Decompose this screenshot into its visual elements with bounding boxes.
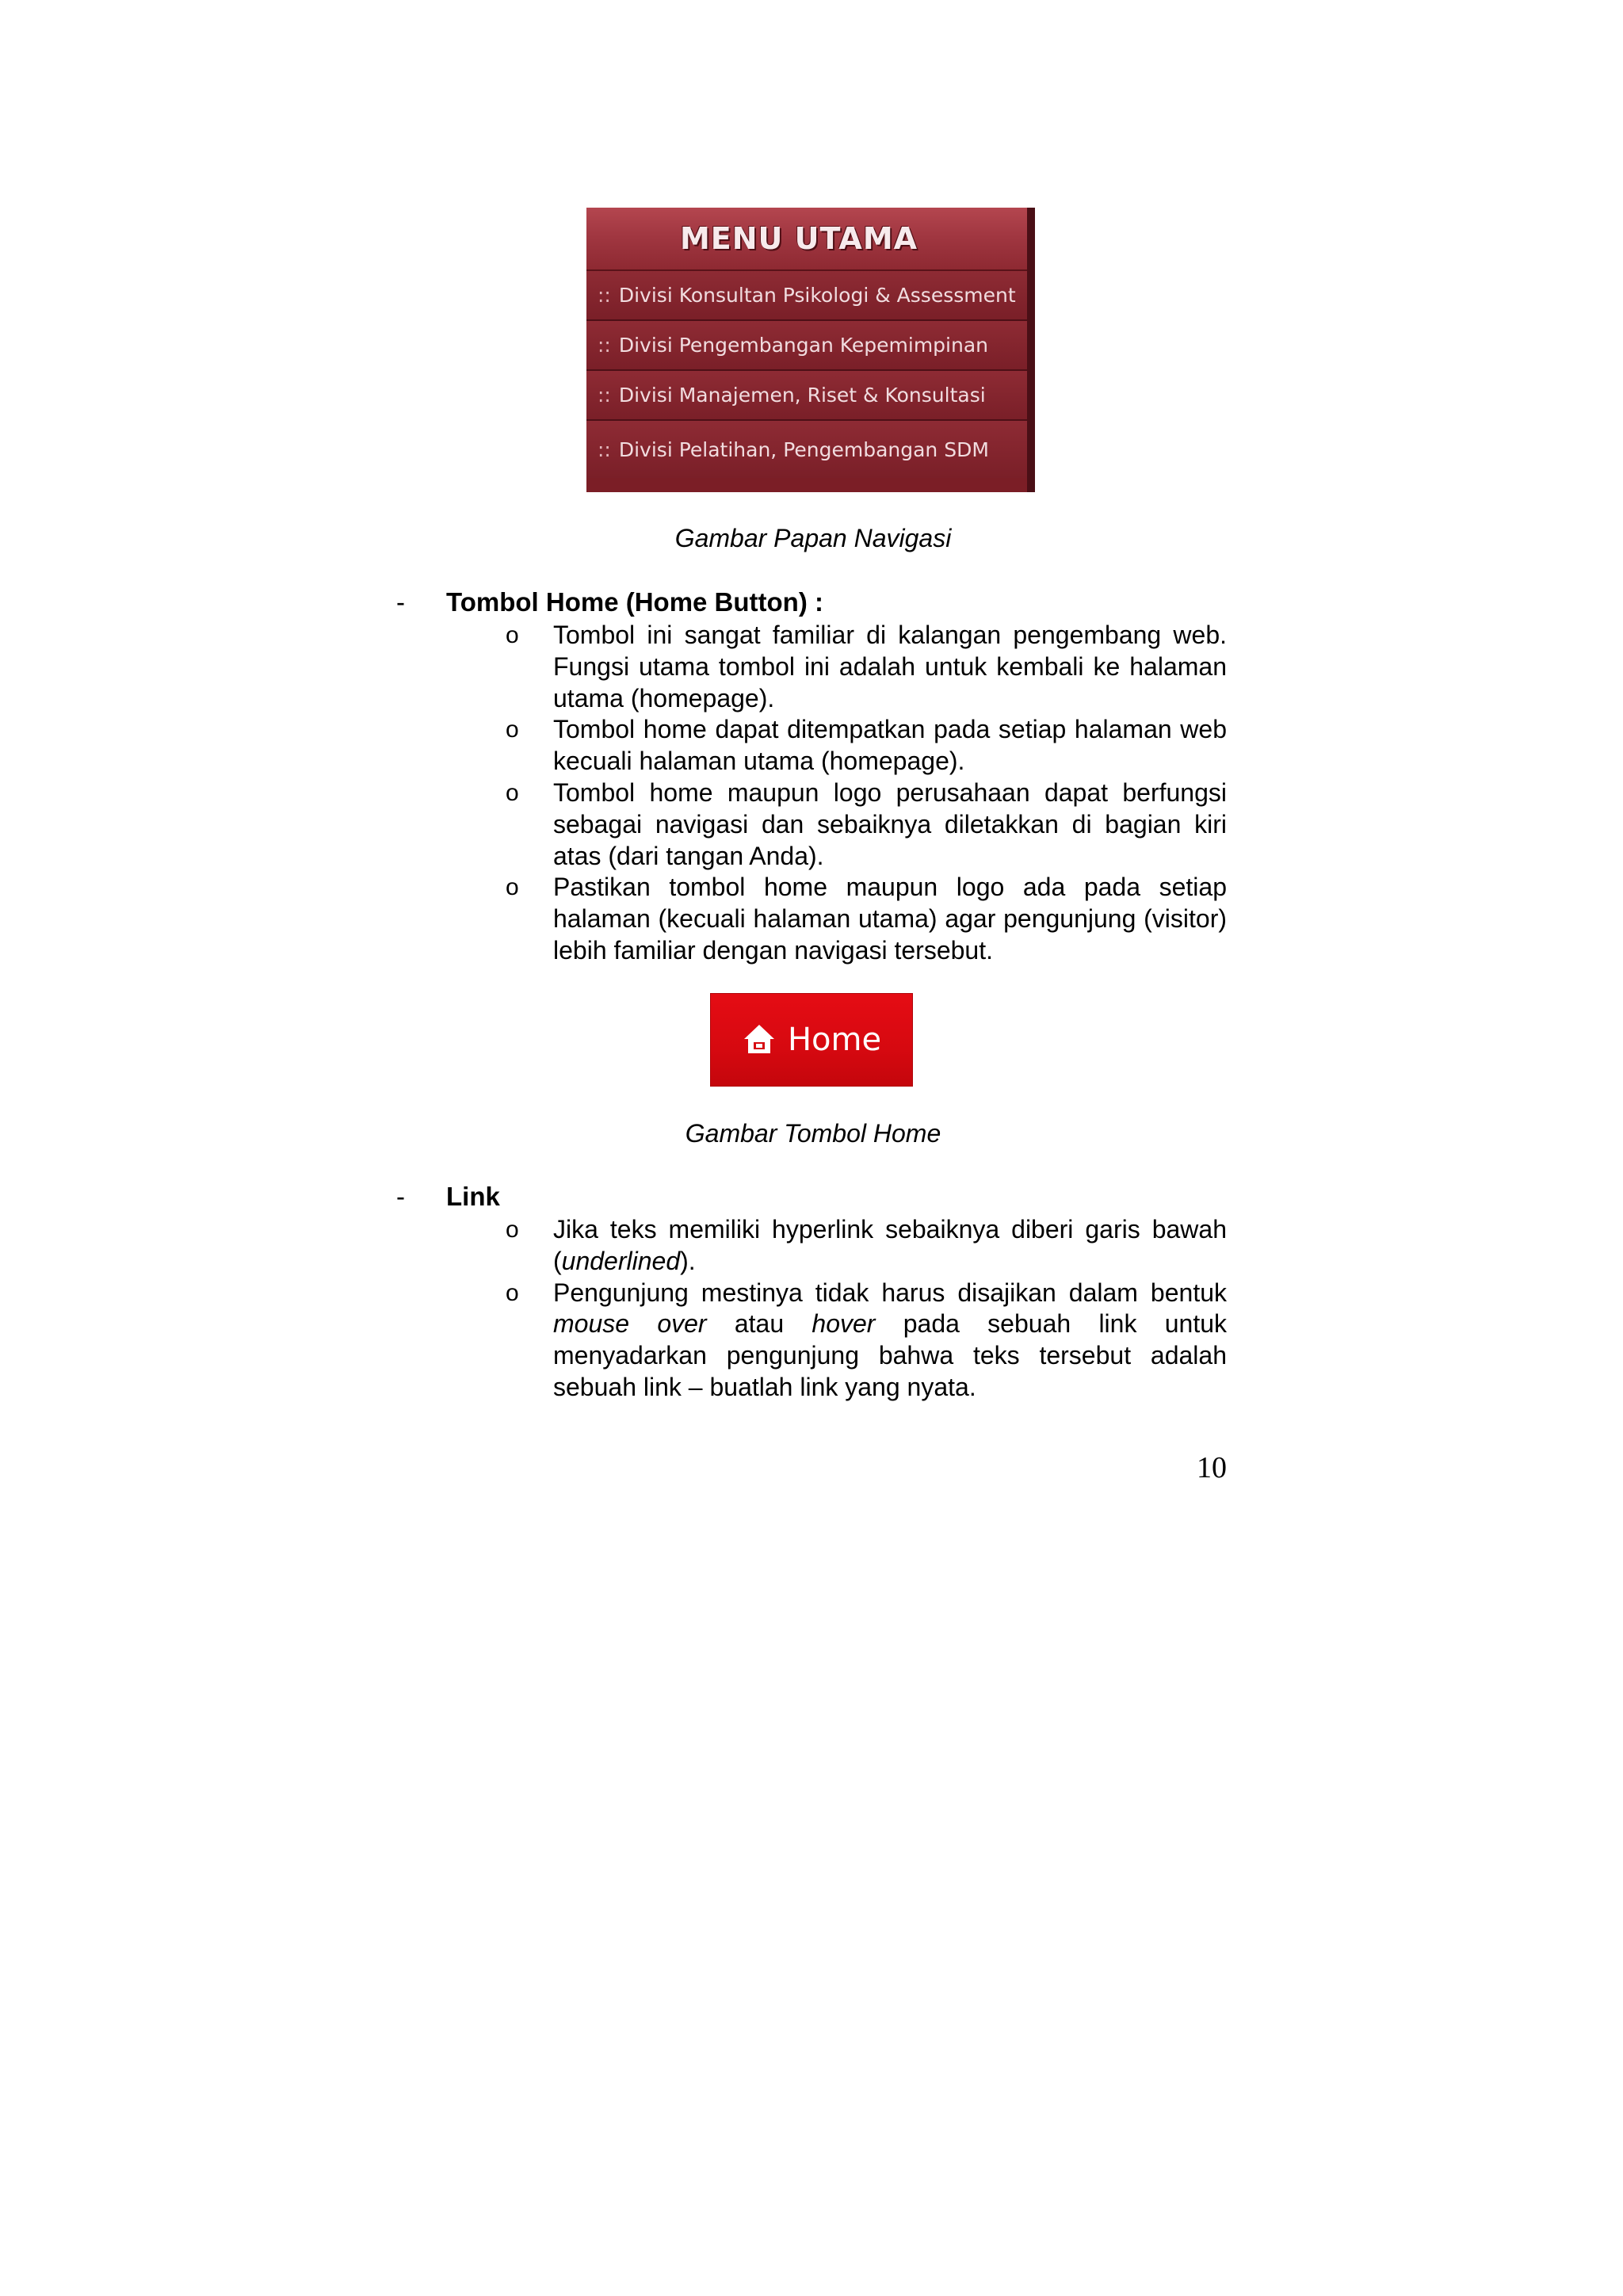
list-item — [506, 1278, 1227, 1404]
bullet-text-part: Pengunjung mestinya tidak harus disajikan dalam bentuk — [553, 1278, 1227, 1307]
home-button-bullet-list — [506, 620, 1227, 967]
nav-item-label: Divisi Pelatihan, Pengembangan SDM — [618, 437, 989, 461]
nav-item-pengembangan-kepemimpinan[interactable] — [586, 321, 1027, 371]
bullet-marker: o — [506, 779, 519, 806]
nav-panel-header — [586, 208, 1027, 271]
bullet-text — [553, 1214, 1227, 1278]
section-dash: - — [396, 587, 405, 617]
home-icon — [742, 1022, 777, 1056]
section-heading-home-button — [396, 587, 823, 617]
home-button-label: Home — [787, 1022, 882, 1058]
nav-panel-title: MENU UTAMA — [679, 221, 918, 256]
nav-item-separator: :: — [598, 284, 611, 307]
bullet-text-emphasis: underlined — [561, 1246, 681, 1275]
bullet-text: Tombol home dapat ditempatkan pada setiap halaman web kecuali halaman utama (homepage). — [553, 715, 1227, 776]
bullet-marker: o — [506, 716, 519, 743]
list-item — [506, 1214, 1227, 1278]
bullet-text-part: atau — [706, 1309, 812, 1339]
list-item — [506, 620, 1227, 714]
bullet-text-part: pada sebuah link untuk menyadarkan pengunjung bahwa teks tersebut adalah sebuah link – buatlah link yang nyata. — [553, 1309, 1228, 1401]
bullet-marker: o — [506, 622, 519, 648]
list-item — [506, 714, 1227, 777]
page-number: 10 — [1197, 1451, 1227, 1484]
nav-item-manajemen-riset[interactable] — [586, 371, 1027, 421]
nav-item-konsultan-psikologi[interactable] — [586, 271, 1027, 321]
list-item — [506, 777, 1227, 872]
list-item — [506, 872, 1227, 966]
bullet-text-emphasis: hover — [812, 1309, 876, 1339]
bullet-text — [553, 1278, 1227, 1404]
section-heading-link — [396, 1182, 500, 1212]
bullet-text: Pastikan tombol home maupun logo ada pada setiap halaman (kecuali halaman utama) agar pengunjung (visitor) lebih familiar dengan navigasi tersebut. — [553, 873, 1227, 965]
figure-caption-home-button: Gambar Tombol Home — [685, 1119, 941, 1148]
bullet-marker: o — [506, 1279, 519, 1306]
bullet-marker: o — [506, 1217, 519, 1243]
navigation-panel-figure — [586, 208, 1035, 492]
nav-item-label: Divisi Manajemen, Riset & Konsultasi — [618, 384, 986, 407]
bullet-marker: o — [506, 874, 519, 901]
home-button[interactable] — [710, 993, 913, 1087]
bullet-text-part: Jika teks memiliki hyperlink sebaiknya diberi garis bawah ( — [553, 1215, 1227, 1275]
bullet-text: Tombol home maupun logo perusahaan dapat berfungsi sebagai navigasi dan sebaiknya diletakkan di bagian kiri atas (dari tangan Anda). — [553, 777, 1227, 870]
nav-item-separator: :: — [598, 334, 611, 357]
section-dash: - — [396, 1182, 405, 1211]
section-heading-text: Tombol Home (Home Button) : — [446, 587, 823, 617]
nav-item-separator: :: — [598, 384, 611, 407]
nav-item-pelatihan-sdm[interactable] — [586, 421, 1027, 478]
nav-item-label: Divisi Pengembangan Kepemimpinan — [618, 334, 988, 357]
bullet-text-emphasis: mouse over — [553, 1309, 707, 1339]
bullet-text-part: ). — [680, 1246, 696, 1275]
section-heading-text: Link — [446, 1182, 500, 1211]
nav-item-separator: :: — [598, 437, 611, 461]
bullet-text: Tombol ini sangat familiar di kalangan pengembang web. Fungsi utama tombol ini adalah untuk kembali ke halaman utama (homepage). — [553, 621, 1227, 712]
nav-item-label: Divisi Konsultan Psikologi & Assessment — [618, 284, 1016, 307]
figure-caption-navigation: Gambar Papan Navigasi — [674, 524, 952, 552]
link-bullet-list — [506, 1214, 1227, 1404]
